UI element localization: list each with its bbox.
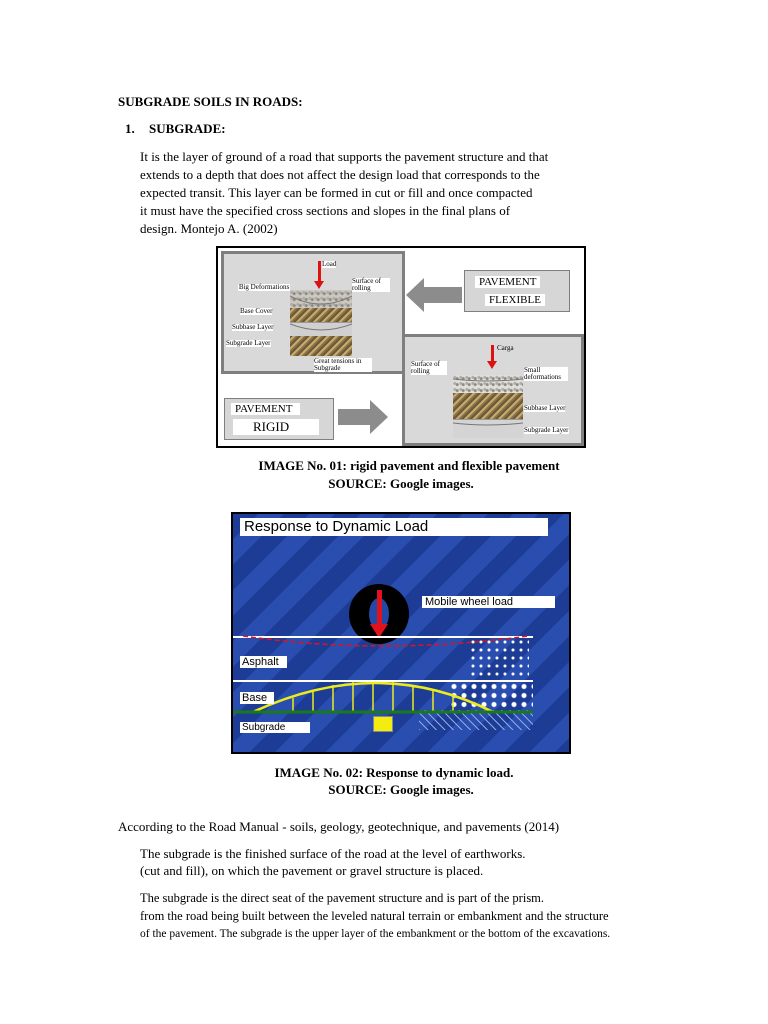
document-heading: SUBGRADE SOILS IN ROADS:	[118, 94, 303, 109]
subgrade-layer-label: Subgrade Layer	[226, 339, 271, 347]
rigid-subbase-label: Subbase Layer	[524, 404, 566, 412]
paragraph-2-line-1: The subgrade is the finished surface of the road at the level of earthworks.	[140, 846, 526, 861]
rigid-pavement-box	[224, 398, 334, 440]
rigid-box-line-2: RIGID	[233, 419, 319, 435]
deformation-curves	[290, 290, 352, 340]
flexible-pavement-panel	[221, 251, 405, 374]
flexible-pavement-box	[464, 270, 570, 312]
small-deformations-label: Small deformations	[524, 367, 568, 381]
subgrade-element	[373, 716, 393, 732]
rigid-subgrade-label: Subgrade Layer	[524, 426, 569, 434]
paragraph-1-line-3: expected transit. This layer can be formed in cut or fill and once compacted	[140, 185, 533, 200]
dynamic-load-title: Response to Dynamic Load	[240, 518, 548, 536]
flexible-box-line-1: PAVEMENT	[475, 276, 540, 288]
surface-label: Surface of rolling	[352, 278, 390, 292]
road-manual-intro: According to the Road Manual - soils, geology, geotechnique, and pavements (2014)	[118, 819, 560, 834]
base-cover-label: Base Cover	[240, 307, 273, 315]
load-arrow-head	[314, 281, 324, 289]
big-deformations-label: Big Deformations	[238, 283, 290, 291]
wheel-load-arrow	[377, 590, 382, 626]
asphalt-aggregate	[469, 638, 529, 678]
paragraph-1-line-1: It is the layer of ground of a road that supports the pavement structure and that	[140, 149, 549, 164]
paragraph-1-line-4: it must have the specified cross sections and slopes in the final plans of	[140, 203, 511, 218]
rigid-load-arrow-head	[487, 361, 497, 369]
arrow-right-icon	[338, 400, 388, 434]
paragraph-1-line-2: extends to a depth that does not affect the design load that corresponds to the	[140, 167, 540, 182]
figure-dynamic-load	[231, 512, 571, 754]
paragraph-1-line-5: design. Montejo A. (2002)	[140, 221, 278, 236]
rigid-deformation-curves	[453, 375, 523, 435]
great-tensions-label: Great tensions in Subgrade	[314, 358, 372, 372]
subbase-layer-label: Subbase Layer	[232, 323, 274, 331]
section-number: 1.	[125, 121, 135, 136]
rigid-box-line-1: PAVEMENT	[231, 403, 300, 415]
base-label: Base	[240, 692, 274, 704]
figure-2-source: SOURCE: Google images.	[328, 782, 474, 797]
paragraph-3-line-3: of the pavement. The subgrade is the upper layer of the embankment or the bottom of the excavations.	[140, 928, 611, 940]
paragraph-3-line-2: from the road being built between the leveled natural terrain or embankment and the structure	[140, 909, 609, 923]
rigid-pavement-panel	[402, 334, 584, 446]
figure-2-caption: IMAGE No. 02: Response to dynamic load.	[274, 765, 514, 780]
load-label: Load	[322, 260, 337, 268]
flexible-box-line-2: FLEXIBLE	[485, 294, 545, 306]
arrow-left-icon	[406, 278, 462, 312]
figure-1-caption: IMAGE No. 01: rigid pavement and flexible pavement	[258, 458, 560, 473]
stress-distribution-curve	[233, 674, 533, 714]
section-title: SUBGRADE:	[149, 121, 226, 136]
figure-1-source: SOURCE: Google images.	[328, 476, 474, 491]
carga-label: Carga	[497, 344, 514, 352]
paragraph-2-line-2: (cut and fill), on which the pavement or gravel structure is placed.	[140, 863, 484, 878]
subgrade-label: Subgrade	[240, 722, 310, 733]
paragraph-3-line-1: The subgrade is the direct seat of the pavement structure and is part of the prism.	[140, 891, 545, 905]
figure-pavement-comparison	[216, 246, 586, 448]
load-arrow	[318, 261, 321, 283]
asphalt-label: Asphalt	[240, 656, 287, 668]
mobile-wheel-load-label: Mobile wheel load	[422, 596, 555, 608]
rigid-surface-label: Surface of rolling	[411, 361, 447, 375]
